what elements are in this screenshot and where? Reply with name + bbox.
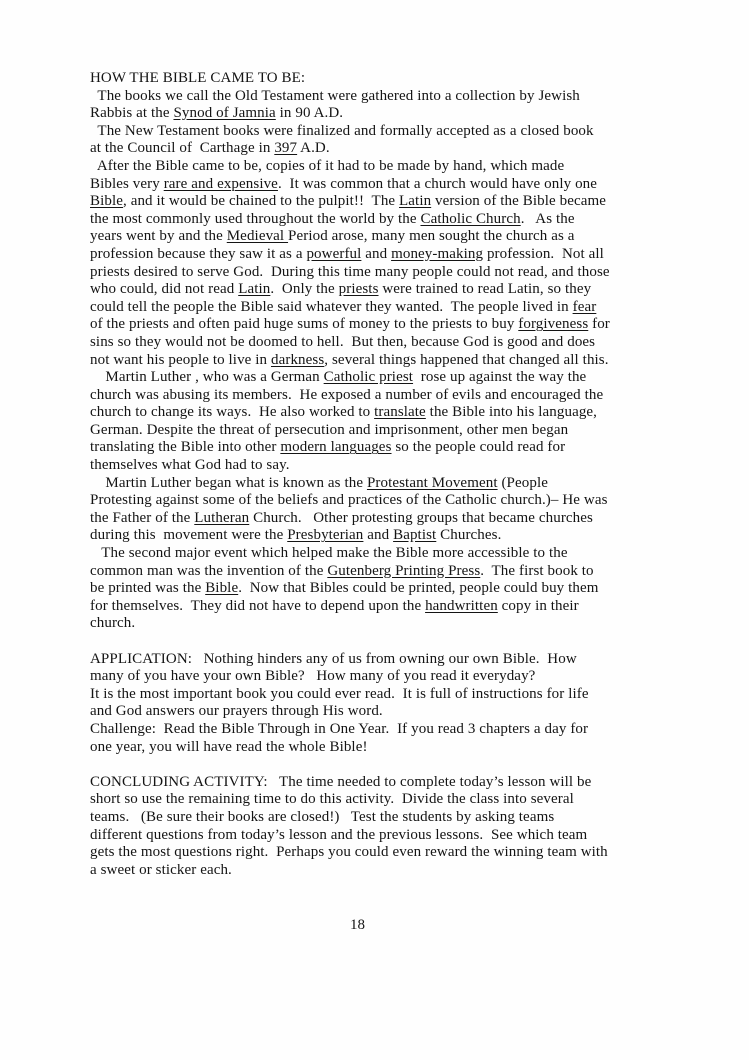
text-segment: a sweet or sticker each.: [90, 861, 232, 878]
text-segment: were trained to read Latin, so they: [378, 281, 592, 298]
text-line: [90, 281, 680, 299]
text-segment: , and it would be chained to the pulpit!! The: [123, 193, 400, 210]
text-line: [90, 264, 680, 282]
text-segment: . It was common that a church would have only one: [277, 175, 598, 192]
underlined-text: rare and expensive: [163, 175, 278, 192]
text-segment: for: [588, 316, 610, 333]
text-line: [90, 140, 680, 158]
underlined-text: fear: [572, 298, 597, 315]
text-line: [90, 457, 680, 475]
underlined-text: Medieval: [226, 228, 289, 245]
text-segment: profession because they saw it as a: [90, 245, 307, 262]
text-segment: . Now that Bibles could be printed, people could buy them: [238, 580, 599, 597]
text-line: [90, 404, 680, 422]
text-segment: church was abusing its members. He exposed a number of evils and encouraged the: [90, 386, 604, 403]
text-line: [90, 527, 680, 545]
text-segment: APPLICATION: Nothing hinders any of us from owning our own Bible. How: [90, 650, 577, 667]
text-line: [90, 598, 680, 616]
text-segment: HOW THE BIBLE CAME TO BE:: [90, 70, 306, 86]
underlined-text: Bible: [90, 193, 123, 210]
text-line: [90, 563, 680, 581]
underlined-text: Catholic priest: [323, 369, 414, 386]
underlined-text: Latin: [238, 281, 271, 298]
document-body: [90, 70, 680, 879]
text-segment: the most commonly used throughout the world by the: [90, 210, 421, 227]
underlined-text: handwritten: [425, 597, 498, 614]
text-segment: the Father of the: [90, 509, 195, 526]
text-line: [90, 193, 680, 211]
text-line: [90, 686, 680, 704]
text-line: [90, 352, 680, 370]
text-line: [90, 123, 680, 141]
text-line: [90, 844, 680, 862]
text-segment: Period arose, many men sought the church as a: [288, 228, 575, 245]
text-segment: church to change its ways. He also worked to: [90, 404, 375, 421]
text-segment: teams. (Be sure their books are closed!) Test the students by asking teams: [90, 808, 555, 825]
text-segment: Churches.: [436, 527, 502, 544]
underlined-text: priests: [338, 281, 379, 298]
text-segment: Challenge: Read the Bible Through in One Year. If you read 3 chapters a day for: [90, 720, 589, 737]
text-segment: A.D.: [297, 140, 330, 157]
underlined-text: 397: [274, 140, 298, 157]
underlined-text: Lutheran: [194, 509, 250, 526]
text-segment: so the people could read for: [391, 439, 566, 456]
text-segment: priests desired to serve God. During this time many people could not read, and those: [90, 263, 610, 280]
text-line: [90, 387, 680, 405]
text-segment: years went by and the: [90, 228, 227, 245]
text-segment: and God answers our prayers through His word.: [90, 703, 383, 720]
text-segment: who could, did not read: [90, 281, 239, 298]
text-line: [90, 703, 680, 721]
text-line: [90, 88, 680, 106]
text-segment: of the priests and often paid huge sums of money to the priests to buy: [90, 316, 519, 333]
underlined-text: modern languages: [280, 439, 392, 456]
text-segment: profession. Not all: [483, 245, 604, 262]
text-segment: themselves what God had to say.: [90, 457, 290, 474]
text-segment: . As the: [520, 210, 575, 227]
text-line: [90, 422, 680, 440]
text-segment: . The first book to: [480, 562, 594, 579]
text-line: [90, 105, 680, 123]
underlined-text: Latin: [399, 193, 432, 210]
text-segment: the Bible into his language,: [425, 404, 598, 421]
text-segment: in 90 A.D.: [275, 105, 344, 122]
underlined-text: Synod of Jamnia: [173, 105, 276, 122]
underlined-text: Baptist: [393, 527, 437, 544]
text-segment: , several things happened that changed all this.: [324, 351, 609, 368]
text-line: [90, 862, 680, 880]
text-line: [90, 756, 680, 774]
text-segment: . Only the: [270, 281, 339, 298]
text-segment: could tell the people the Bible said whatever they wanted. The people lived in: [90, 298, 573, 315]
text-line: [90, 668, 680, 686]
text-line: [90, 721, 680, 739]
text-segment: at the Council of Carthage in: [90, 140, 275, 157]
text-segment: After the Bible came to be, copies of it had to be made by hand, which made: [90, 157, 565, 174]
underlined-text: Bible: [205, 580, 239, 597]
text-line: [90, 228, 680, 246]
text-line: [90, 809, 680, 827]
text-segment: translating the Bible into other: [90, 439, 281, 456]
text-line: [90, 176, 680, 194]
text-segment: Church. Other protesting groups that became churches: [249, 509, 593, 526]
text-line: [90, 70, 680, 88]
text-segment: CONCLUDING ACTIVITY: The time needed to complete today’s lesson will be: [90, 773, 592, 790]
text-segment: church.: [90, 615, 136, 632]
text-segment: different questions from today’s lesson and the previous lessons. See which team: [90, 826, 588, 843]
text-segment: common man was the invention of the: [90, 562, 328, 579]
text-line: [90, 545, 680, 563]
text-segment: Protesting against some of the beliefs and practices of the Catholic church.)– He was: [90, 492, 608, 509]
text-segment: one year, you will have read the whole Bible!: [90, 738, 368, 755]
underlined-text: translate: [374, 404, 426, 421]
text-line: [90, 510, 680, 528]
text-segment: German. Despite the threat of persecution and imprisonment, other men began: [90, 421, 569, 438]
text-line: [90, 492, 680, 510]
text-line: [90, 158, 680, 176]
text-line: [90, 739, 680, 757]
underlined-text: Protestant Movement: [366, 474, 498, 491]
text-segment: version of the Bible became: [431, 193, 607, 210]
text-segment: Martin Luther , who was a German: [90, 369, 324, 386]
text-line: [90, 774, 680, 792]
text-segment: rose up against the way the: [413, 369, 587, 386]
text-segment: The New Testament books were finalized and formally accepted as a closed book: [90, 122, 594, 139]
text-line: [90, 211, 680, 229]
text-line: [90, 316, 680, 334]
text-segment: and: [361, 245, 392, 262]
text-segment: The second major event which helped make the Bible more accessible to the: [90, 545, 568, 562]
text-segment: Rabbis at the: [90, 105, 174, 122]
text-segment: short so use the remaining time to do this activity. Divide the class into several: [90, 791, 574, 808]
text-line: [90, 791, 680, 809]
text-segment: gets the most questions right. Perhaps you could even reward the winning team with: [90, 844, 608, 861]
text-segment: Martin Luther began what is known as the: [90, 474, 367, 491]
text-line: [90, 615, 680, 633]
text-segment: The books we call the Old Testament were gathered into a collection by Jewish: [90, 87, 580, 104]
text-segment: be printed was the: [90, 580, 206, 597]
text-segment: (People: [497, 474, 548, 491]
text-line: [90, 369, 680, 387]
underlined-text: darkness: [271, 351, 325, 368]
text-segment: not want his people to live in: [90, 351, 271, 368]
text-line: [90, 246, 680, 264]
text-line: [90, 651, 680, 669]
page-number: 18: [350, 917, 365, 933]
text-segment: during this movement were the: [90, 527, 288, 544]
text-line: [90, 475, 680, 493]
underlined-text: powerful: [306, 245, 362, 262]
text-line: [90, 299, 680, 317]
text-segment: and: [363, 527, 394, 544]
text-line: [90, 334, 680, 352]
text-segment: copy in their: [497, 597, 579, 614]
text-segment: for themselves. They did not have to depend upon the: [90, 597, 426, 614]
text-segment: Bibles very: [90, 175, 164, 192]
underlined-text: Presbyterian: [287, 527, 364, 544]
text-line: [90, 827, 680, 845]
text-line: [90, 439, 680, 457]
text-line: [90, 580, 680, 598]
text-segment: many of you have your own Bible? How many of you read it everyday?: [90, 668, 536, 685]
underlined-text: Catholic Church: [420, 210, 521, 227]
underlined-text: forgiveness: [518, 316, 589, 333]
text-segment: It is the most important book you could ever read. It is full of instructions for life: [90, 685, 589, 702]
text-line: [90, 633, 680, 651]
underlined-text: Gutenberg Printing Press: [327, 562, 481, 579]
underlined-text: money-making: [391, 245, 484, 262]
text-segment: sins so they would not be doomed to hell. But then, because God is good and does: [90, 333, 596, 350]
